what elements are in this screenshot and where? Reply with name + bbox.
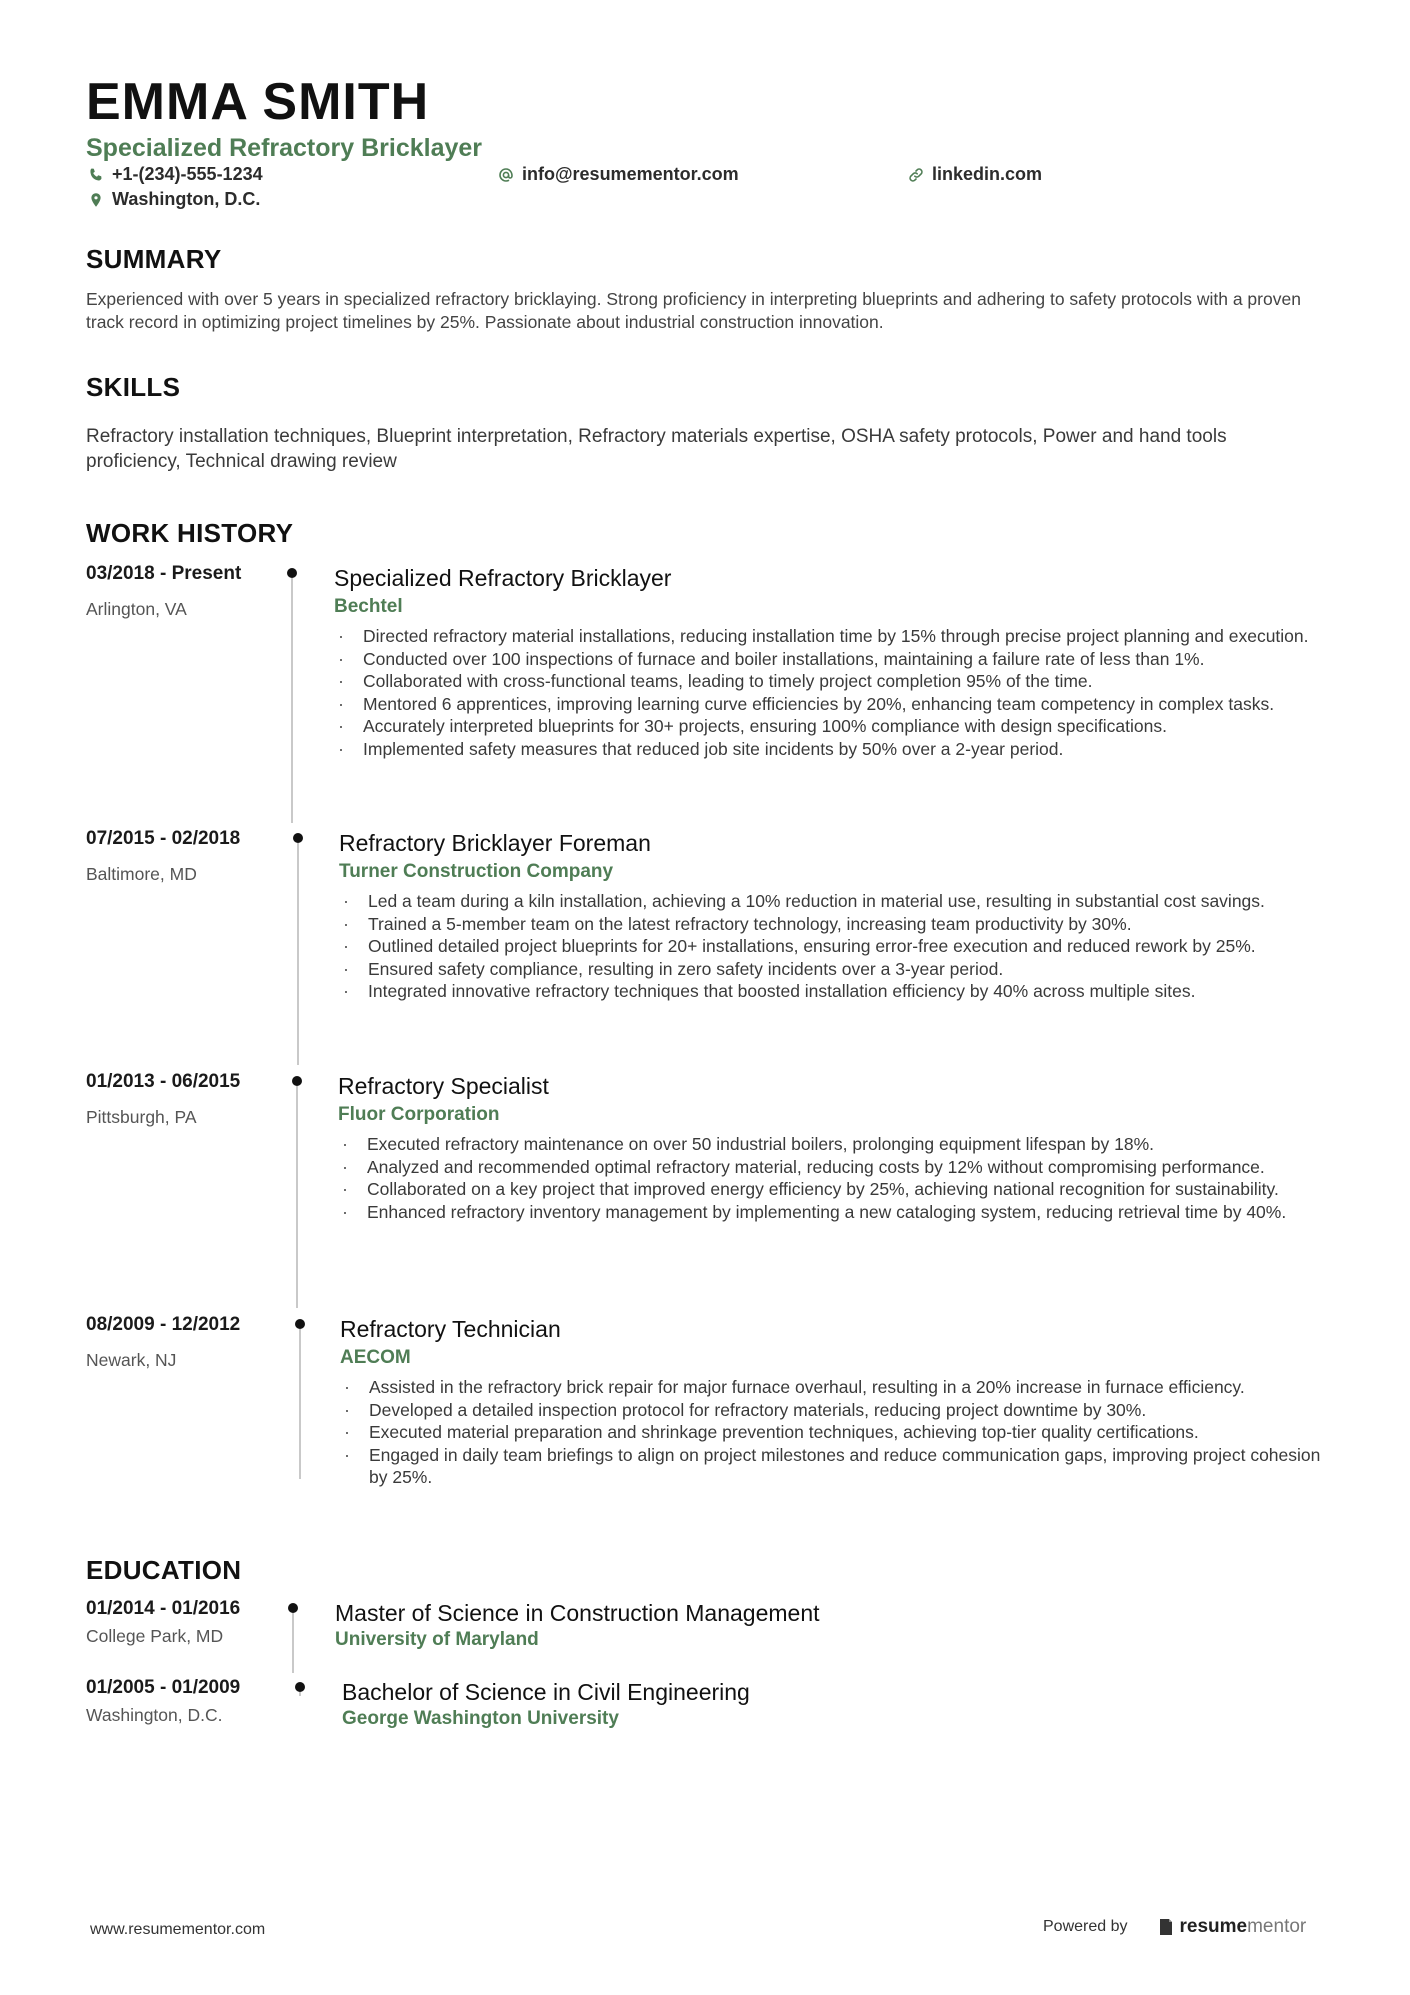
location-text: Washington, D.C. bbox=[112, 189, 261, 209]
education-content bbox=[342, 1677, 1324, 1731]
timeline-dot bbox=[288, 1603, 298, 1613]
job-bullet: · Integrated innovative refractory techniques that boosted installation efficiency by 40% across multiple sites. bbox=[339, 980, 1324, 1003]
contact-email[interactable] bbox=[496, 164, 739, 185]
work-history-heading: WORK HISTORY bbox=[86, 518, 294, 548]
education-dates: 01/2014 - 01/2016 bbox=[86, 1598, 241, 1619]
timeline-dot bbox=[293, 833, 303, 843]
job-bullet: · Trained a 5-member team on the latest refractory technology, increasing team productivity by 30%. bbox=[339, 913, 1324, 936]
timeline-line bbox=[292, 1613, 294, 1673]
job-bullet: · Ensured safety compliance, resulting in zero safety incidents over a 3-year period. bbox=[339, 958, 1324, 981]
resumementor-logo-icon bbox=[1158, 1917, 1174, 1937]
linkedin-text: linkedin.com bbox=[932, 164, 1043, 184]
job-bullet: · Outlined detailed project blueprints for 20+ installations, ensuring error-free execution and reduced rework by 25%. bbox=[339, 935, 1324, 958]
education-degree: Bachelor of Science in Civil Engineering bbox=[342, 1679, 750, 1705]
footer-website[interactable]: www.resumementor.com bbox=[90, 1921, 266, 1938]
job-bullet: · Accurately interpreted blueprints for 30+ projects, ensuring 100% compliance with design specifications. bbox=[334, 715, 1324, 738]
job-bullet: · Collaborated on a key project that improved energy efficiency by 25%, achieving national recognition for sustainability. bbox=[338, 1178, 1324, 1201]
education-school: University of Maryland bbox=[335, 1629, 539, 1650]
timeline-line bbox=[296, 1086, 298, 1308]
powered-by-text: Powered by bbox=[1043, 1918, 1128, 1935]
job-company: Bechtel bbox=[334, 596, 403, 617]
contact-linkedin[interactable] bbox=[906, 164, 1042, 185]
job-location: Newark, NJ bbox=[86, 1350, 177, 1370]
education-school: George Washington University bbox=[342, 1708, 619, 1729]
job-dates: 07/2015 - 02/2018 bbox=[86, 828, 241, 849]
email-text: info@resumementor.com bbox=[522, 164, 739, 184]
job-bullet: · Assisted in the refractory brick repair for major furnace overhaul, resulting in a 20% increase in furnace efficiency. bbox=[340, 1376, 1324, 1399]
job-bullet: · Directed refractory material installations, reducing installation time by 15% through precise project planning and execution. bbox=[334, 625, 1324, 648]
summary-heading: SUMMARY bbox=[86, 244, 222, 274]
candidate-name: EMMA SMITH bbox=[86, 73, 430, 131]
footer-branding bbox=[1043, 1916, 1306, 1938]
job-bullet: · Conducted over 100 inspections of furnace and boiler installations, maintaining a failure rate of less than 1%. bbox=[334, 648, 1324, 671]
job-location: Arlington, VA bbox=[86, 599, 187, 619]
location-pin-icon bbox=[86, 190, 106, 210]
education-heading: EDUCATION bbox=[86, 1555, 242, 1585]
contact-phone[interactable] bbox=[86, 164, 263, 185]
job-role: Refractory Specialist bbox=[338, 1073, 549, 1099]
job-role: Refractory Bricklayer Foreman bbox=[339, 830, 651, 856]
job-bullet: · Led a team during a kiln installation, achieving a 10% reduction in material use, resulting in substantial cost savings. bbox=[339, 890, 1324, 913]
job-bullet: · Implemented safety measures that reduced job site incidents by 50% over a 2-year period. bbox=[334, 738, 1324, 761]
job-content bbox=[339, 828, 1324, 1003]
job-company: Turner Construction Company bbox=[339, 861, 614, 882]
timeline-line bbox=[297, 843, 299, 1065]
job-company: Fluor Corporation bbox=[338, 1104, 500, 1125]
education-dates: 01/2005 - 01/2009 bbox=[86, 1677, 241, 1698]
skills-heading: SKILLS bbox=[86, 372, 181, 402]
job-bullet: · Executed material preparation and shrinkage prevention techniques, achieving top-tier quality certifications. bbox=[340, 1421, 1324, 1444]
timeline-line bbox=[291, 578, 293, 823]
timeline-line bbox=[299, 1692, 301, 1696]
job-role: Specialized Refractory Bricklayer bbox=[334, 565, 672, 591]
timeline-line bbox=[299, 1329, 301, 1479]
job-bullet: · Mentored 6 apprentices, improving learning curve efficiencies by 20%, enhancing team competency in complex tasks. bbox=[334, 693, 1324, 716]
timeline-dot bbox=[295, 1319, 305, 1329]
job-dates: 01/2013 - 06/2015 bbox=[86, 1071, 241, 1092]
job-role: Refractory Technician bbox=[340, 1316, 561, 1342]
contact-location bbox=[86, 189, 260, 210]
job-location: Pittsburgh, PA bbox=[86, 1107, 197, 1127]
brand-logo[interactable] bbox=[1158, 1916, 1307, 1938]
brand-name-bold: resume bbox=[1179, 1916, 1248, 1937]
job-bullets bbox=[339, 890, 1324, 1003]
job-bullets bbox=[338, 1133, 1324, 1223]
education-degree: Master of Science in Construction Management bbox=[335, 1600, 820, 1626]
timeline-dot bbox=[287, 568, 297, 578]
job-dates: 08/2009 - 12/2012 bbox=[86, 1314, 241, 1335]
candidate-title: Specialized Refractory Bricklayer bbox=[86, 134, 483, 162]
timeline-dot bbox=[292, 1076, 302, 1086]
phone-text: +1-(234)-555-1234 bbox=[112, 164, 263, 184]
job-content bbox=[340, 1314, 1324, 1489]
job-bullet: · Engaged in daily team briefings to align on project milestones and reduce communication gaps, improving project cohesion by 25%. bbox=[340, 1444, 1324, 1489]
brand-name-light: mentor bbox=[1247, 1916, 1307, 1937]
job-bullet: · Collaborated with cross-functional teams, leading to timely project completion 95% of the time. bbox=[334, 670, 1324, 693]
at-sign-icon bbox=[496, 165, 516, 185]
summary-text: Experienced with over 5 years in specialized refractory bricklaying. Strong proficiency in interpreting blueprints and adhering to safety protocols with a proven track record in optimizing project timelines by 25%. Passionate about industrial construction innovation. bbox=[86, 289, 1301, 332]
job-bullet: · Developed a detailed inspection protocol for refractory materials, reducing project downtime by 30%. bbox=[340, 1399, 1324, 1422]
education-location: Washington, D.C. bbox=[86, 1705, 223, 1725]
skills-text: Refractory installation techniques, Blueprint interpretation, Refractory materials expertise, OSHA safety protocols, Power and hand tools proficiency, Technical drawing review bbox=[86, 426, 1227, 472]
phone-icon bbox=[86, 165, 106, 185]
job-bullet: · Executed refractory maintenance on over 50 industrial boilers, prolonging equipment lifespan by 18%. bbox=[338, 1133, 1324, 1156]
resume-page bbox=[86, 0, 1326, 1995]
timeline-dot bbox=[295, 1682, 305, 1692]
job-location: Baltimore, MD bbox=[86, 864, 197, 884]
education-location: College Park, MD bbox=[86, 1626, 224, 1646]
job-bullets bbox=[334, 625, 1324, 760]
job-bullet: · Enhanced refractory inventory management by implementing a new cataloging system, reducing retrieval time by 40%. bbox=[338, 1201, 1324, 1224]
job-content bbox=[338, 1071, 1324, 1223]
education-content bbox=[335, 1598, 1324, 1652]
job-dates: 03/2018 - Present bbox=[86, 563, 242, 584]
job-bullet: · Analyzed and recommended optimal refractory material, reducing costs by 12% without compromising performance. bbox=[338, 1156, 1324, 1179]
link-icon bbox=[906, 165, 926, 185]
job-content bbox=[334, 563, 1324, 760]
job-company: AECOM bbox=[340, 1347, 411, 1368]
job-bullets bbox=[340, 1376, 1324, 1489]
